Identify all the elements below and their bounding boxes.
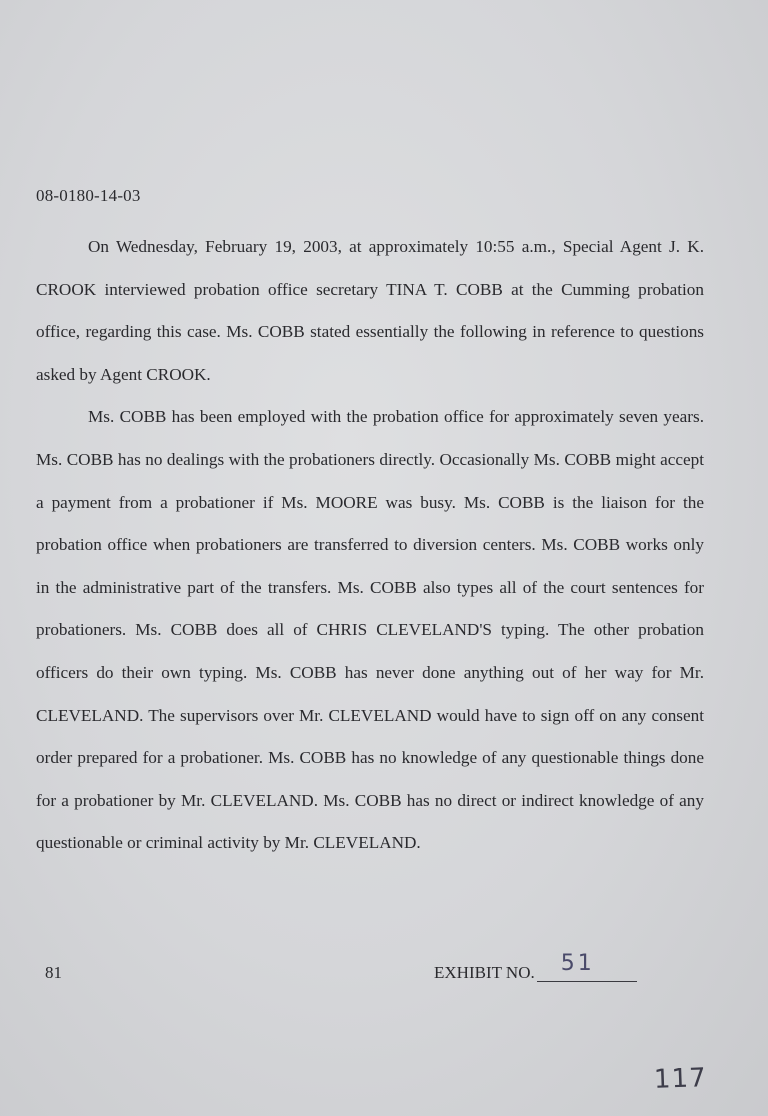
document-body xyxy=(36,226,704,865)
handwritten-page-number: 117 xyxy=(653,1063,708,1095)
exhibit-label-block xyxy=(434,951,637,983)
page-number: 81 xyxy=(45,963,62,982)
paragraph-statement: Ms. COBB has been employed with the probation office for approximately seven years. Ms. COBB has no dealings with the probationers directly. Occasionally Ms. COBB might accept a payment from a probationer if Ms. MOORE was busy. Ms. COBB is the liaison for the probation office when probationers are transferred to diversion centers. Ms. COBB works only in the administrative part of the transfers. Ms. COBB also types all of the court sentences for probationers. Ms. COBB does all of CHRIS CLEVELAND'S typing. The other probation officers do their own typing. Ms. COBB has never done anything out of her way for Mr. CLEVELAND. The supervisors over Mr. CLEVELAND would have to sign off on any consent order prepared for a probationer. Ms. COBB has no knowledge of any questionable things done for a probationer by Mr. CLEVELAND. Ms. COBB has no direct or indirect knowledge of any questionable or criminal activity by Mr. CLEVELAND. xyxy=(36,407,704,853)
exhibit-number: 51 xyxy=(560,951,595,976)
exhibit-label: EXHIBIT NO. xyxy=(434,963,535,982)
case-number: 08-0180-14-03 xyxy=(36,186,141,205)
paragraph-interview-intro: On Wednesday, February 19, 2003, at approximately 10:55 a.m., Special Agent J. K. CROOK interviewed probation office secretary TINA T. COBB at the Cumming probation office, regarding this case. Ms. COBB stated essentially the following in reference to questions asked by Agent CROOK. xyxy=(36,237,704,384)
exhibit-number-line xyxy=(537,951,637,982)
